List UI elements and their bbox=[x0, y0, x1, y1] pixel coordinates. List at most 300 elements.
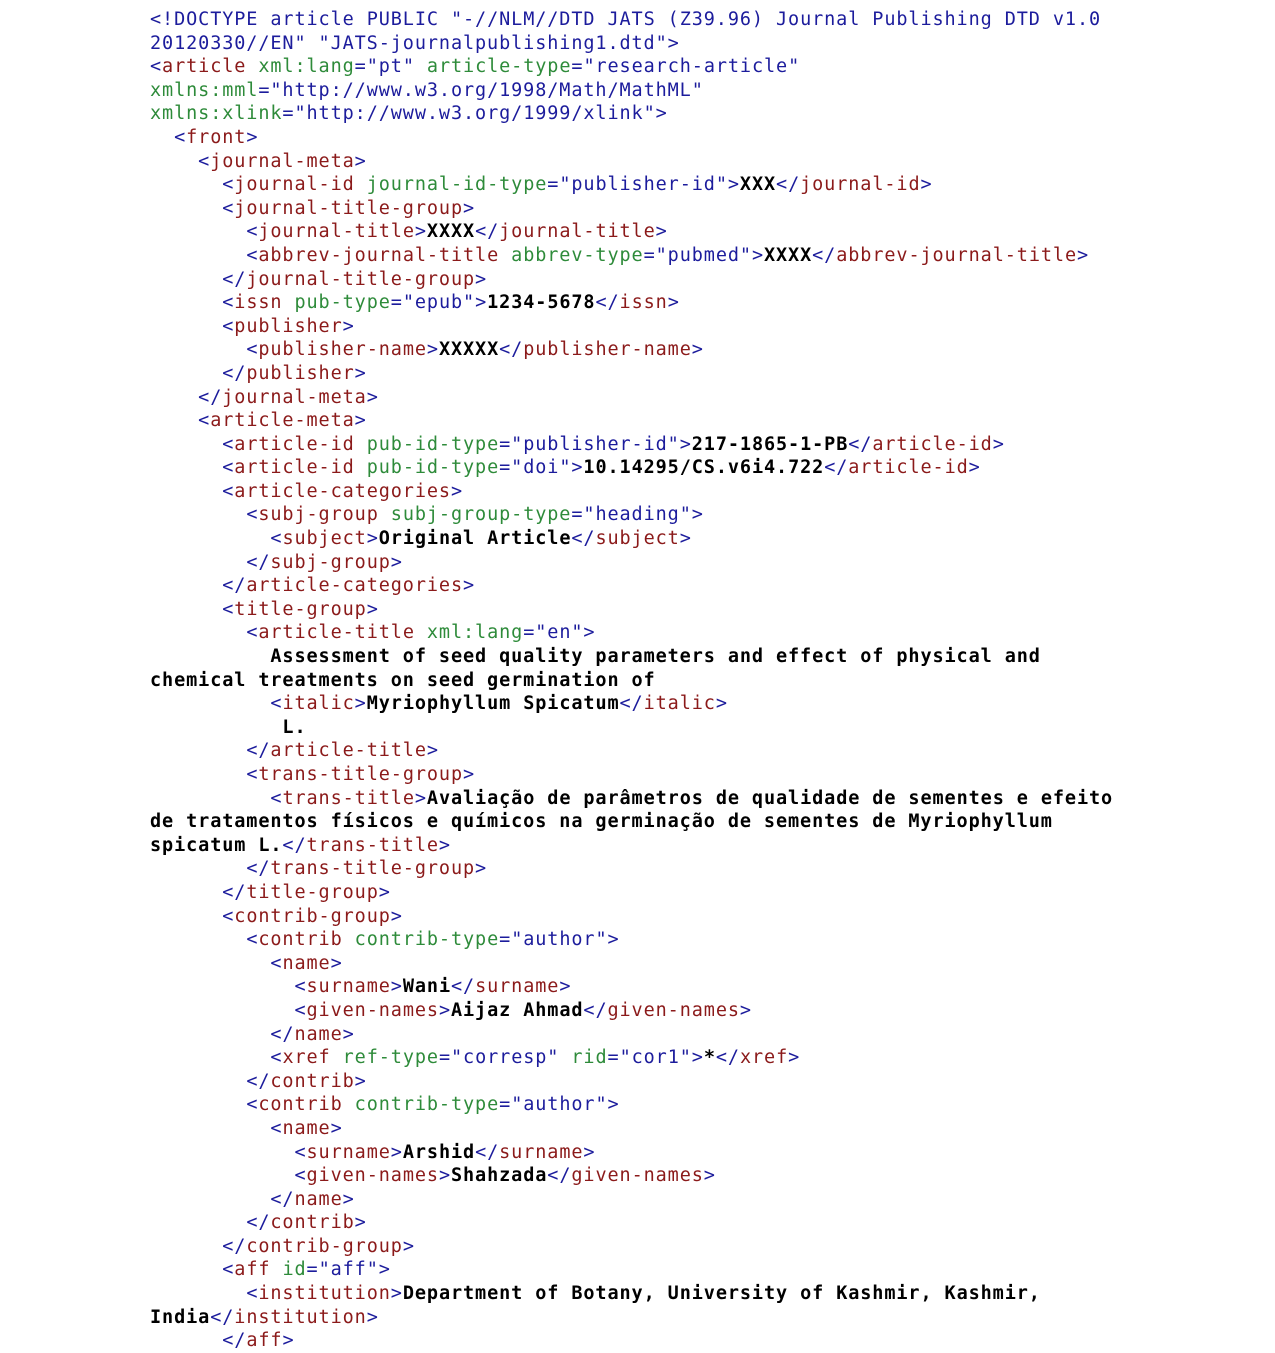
xml-punctuation: > bbox=[330, 1117, 343, 1139]
line-indent bbox=[150, 552, 246, 573]
xml-attribute-name: contrib-type bbox=[354, 929, 500, 951]
xml-attribute-value: "author" bbox=[511, 929, 608, 951]
xml-attribute-value: "en" bbox=[535, 622, 584, 644]
xml-text-content: XXXXX bbox=[438, 339, 500, 361]
xml-punctuation: > bbox=[330, 952, 343, 974]
line-indent bbox=[150, 740, 246, 761]
line-indent bbox=[150, 1212, 246, 1233]
line-indent bbox=[150, 976, 294, 997]
xml-tag-name: article-id bbox=[234, 457, 367, 479]
xml-attribute-value: "pt" bbox=[366, 56, 427, 78]
xml-punctuation: </ bbox=[475, 1141, 500, 1163]
source-line bbox=[150, 55, 1150, 79]
xml-punctuation: = bbox=[258, 79, 271, 101]
xml-attribute-value: "http://www.w3.org/1998/Math/MathML" bbox=[270, 79, 704, 101]
xml-tag-name: italic bbox=[643, 693, 716, 715]
line-indent bbox=[150, 410, 198, 431]
xml-punctuation: < bbox=[150, 56, 163, 78]
xml-punctuation: > bbox=[679, 528, 692, 550]
xml-punctuation: > bbox=[390, 1141, 403, 1163]
source-line bbox=[150, 834, 1150, 858]
source-line bbox=[150, 1023, 1150, 1047]
xml-punctuation: > bbox=[414, 787, 427, 809]
line-indent bbox=[150, 245, 246, 266]
xml-attribute-name: journal-id-type bbox=[366, 174, 548, 196]
xml-text-content: Aijaz Ahmad bbox=[450, 999, 584, 1021]
source-line bbox=[150, 692, 1150, 716]
xml-punctuation: < bbox=[270, 1047, 283, 1069]
xml-punctuation: > bbox=[559, 976, 572, 998]
source-line bbox=[150, 79, 1150, 103]
xml-punctuation: </ bbox=[715, 1047, 740, 1069]
xml-punctuation: < bbox=[222, 598, 235, 620]
source-line bbox=[150, 527, 1150, 551]
source-line bbox=[150, 173, 1150, 197]
source-line bbox=[150, 315, 1150, 339]
source-line bbox=[150, 1141, 1150, 1165]
xml-tag-name: contrib bbox=[258, 1094, 355, 1116]
source-line bbox=[150, 739, 1150, 763]
xml-attribute-name: pub-id-type bbox=[366, 457, 500, 479]
xml-tag-name: issn bbox=[619, 292, 668, 314]
xml-tag-name: article-title bbox=[270, 740, 427, 762]
xml-attribute-value: "research-article" bbox=[583, 56, 801, 78]
xml-punctuation: </ bbox=[595, 292, 620, 314]
xml-punctuation: > bbox=[715, 693, 728, 715]
xml-punctuation: > bbox=[727, 174, 740, 196]
xml-tag-name: trans-title-group bbox=[258, 764, 464, 785]
xml-punctuation: </ bbox=[776, 174, 801, 196]
xml-punctuation: < bbox=[222, 457, 235, 479]
xml-tag-name: journal-id bbox=[800, 174, 921, 196]
xml-punctuation: > bbox=[390, 551, 403, 573]
xml-punctuation: = bbox=[499, 929, 512, 951]
source-line bbox=[150, 409, 1150, 433]
xml-attribute-name: contrib-type bbox=[354, 1094, 500, 1116]
xml-punctuation: > bbox=[691, 1047, 704, 1069]
xml-tag-name: given-names bbox=[306, 999, 439, 1021]
xml-tag-name: trans-title bbox=[306, 834, 439, 856]
xml-tag-name: front bbox=[186, 126, 247, 148]
xml-tag-name: subject bbox=[595, 528, 680, 550]
xml-punctuation: </ bbox=[571, 528, 596, 550]
xml-punctuation: > bbox=[968, 457, 981, 479]
line-indent bbox=[150, 269, 222, 290]
xml-tag-name: xref bbox=[739, 1047, 789, 1069]
source-line bbox=[150, 645, 1150, 669]
source-line bbox=[150, 433, 1150, 457]
xml-tag-name: institution bbox=[234, 1306, 367, 1328]
xml-attribute-value: "author" bbox=[511, 1094, 608, 1116]
source-line bbox=[150, 669, 1150, 693]
xml-punctuation: > bbox=[390, 905, 403, 927]
xml-punctuation: </ bbox=[198, 386, 223, 408]
source-line bbox=[150, 787, 1150, 811]
xml-punctuation: < bbox=[198, 410, 211, 432]
xml-punctuation: > bbox=[463, 764, 476, 785]
xml-punctuation: > bbox=[788, 1047, 801, 1069]
xml-tag-name: name bbox=[294, 1188, 343, 1210]
xml-punctuation: </ bbox=[222, 881, 247, 903]
xml-punctuation: > bbox=[390, 976, 403, 998]
xml-punctuation: = bbox=[306, 1259, 319, 1281]
line-indent bbox=[150, 1118, 270, 1139]
xml-punctuation: > bbox=[679, 433, 692, 455]
source-line bbox=[150, 598, 1150, 622]
xml-text-content: Assessment of seed quality parameters and effect of physical and bbox=[270, 646, 1041, 668]
line-indent bbox=[150, 906, 222, 927]
xml-punctuation: < bbox=[198, 150, 211, 172]
source-line bbox=[150, 574, 1150, 598]
line-indent bbox=[150, 599, 222, 620]
xml-attribute-name: id bbox=[282, 1259, 307, 1281]
source-line bbox=[150, 928, 1150, 952]
xml-attribute-value: 20120330//EN" "JATS-journalpublishing1.dtd" bbox=[150, 32, 668, 54]
xml-text-content: spicatum L. bbox=[150, 834, 283, 856]
xml-punctuation: < bbox=[270, 787, 283, 809]
xml-punctuation: < bbox=[294, 999, 307, 1021]
xml-punctuation: = bbox=[571, 56, 584, 78]
xml-text-content: 217-1865-1-PB bbox=[691, 433, 849, 455]
xml-punctuation: = bbox=[499, 1094, 512, 1116]
xml-punctuation: > bbox=[438, 999, 451, 1021]
xml-tag-name: article-categories bbox=[234, 480, 451, 502]
xml-tag-name: surname bbox=[475, 976, 560, 998]
xml-tag-name: aff bbox=[234, 1259, 283, 1281]
line-indent bbox=[150, 292, 222, 313]
line-indent bbox=[150, 1071, 246, 1092]
xml-attribute-name: ref-type bbox=[342, 1047, 439, 1069]
xml-punctuation: </ bbox=[246, 740, 271, 762]
xml-tag-name: given-names bbox=[306, 1165, 439, 1187]
xml-tag-name: subj-group bbox=[270, 551, 391, 573]
source-line bbox=[150, 32, 1150, 56]
xml-punctuation: </ bbox=[619, 693, 644, 715]
xml-punctuation: > bbox=[703, 1165, 716, 1187]
line-indent bbox=[150, 528, 270, 549]
xml-punctuation: < bbox=[246, 339, 259, 361]
source-line bbox=[150, 220, 1150, 244]
xml-attribute-name: xml:lang bbox=[258, 56, 355, 78]
xml-punctuation: < bbox=[222, 315, 235, 337]
xml-text-content: XXXX bbox=[763, 244, 813, 266]
source-line bbox=[150, 999, 1150, 1023]
xml-tag-name: journal-title-group bbox=[234, 197, 464, 219]
xml-tag-name: trans-title bbox=[282, 787, 415, 809]
xml-tag-name: publisher-name bbox=[523, 339, 692, 361]
source-line bbox=[150, 1258, 1150, 1282]
xml-punctuation: > bbox=[583, 622, 596, 644]
xml-attribute-value: "heading" bbox=[583, 504, 692, 526]
xml-text-content: Shahzada bbox=[450, 1165, 548, 1187]
source-line bbox=[150, 386, 1150, 410]
source-line bbox=[150, 952, 1150, 976]
xml-text-content: Myriophyllum Spicatum bbox=[366, 693, 620, 715]
xml-punctuation: < bbox=[270, 952, 283, 974]
xml-attribute-value: "publisher-id" bbox=[559, 174, 728, 196]
source-line bbox=[150, 881, 1150, 905]
xml-punctuation: > bbox=[426, 339, 439, 361]
xml-punctuation: </ bbox=[270, 1188, 295, 1210]
xml-tag-name: subj-group bbox=[258, 504, 391, 526]
source-line bbox=[150, 102, 1150, 126]
line-indent bbox=[150, 622, 246, 643]
xml-punctuation: </ bbox=[246, 551, 271, 573]
line-indent bbox=[150, 457, 222, 478]
xml-tag-name: surname bbox=[306, 1141, 391, 1163]
xml-punctuation: </ bbox=[583, 999, 608, 1021]
source-line bbox=[150, 716, 1150, 740]
xml-punctuation: < bbox=[174, 126, 187, 148]
xml-punctuation: > bbox=[402, 1235, 415, 1257]
xml-text-content: de tratamentos físicos e químicos na germinação de sementes de Myriophyllum bbox=[150, 811, 1053, 833]
xml-punctuation: > bbox=[751, 244, 764, 266]
source-line bbox=[150, 1211, 1150, 1235]
xml-tag-name: publisher bbox=[246, 362, 355, 384]
xml-punctuation: <!DOCTYPE bbox=[150, 9, 271, 30]
xml-punctuation: > bbox=[667, 32, 680, 54]
line-indent bbox=[150, 151, 198, 172]
xml-punctuation: = bbox=[643, 244, 656, 266]
xml-tag-name: surname bbox=[499, 1141, 584, 1163]
xml-punctuation: > bbox=[475, 268, 488, 290]
xml-punctuation: = bbox=[571, 504, 584, 526]
xml-punctuation: = bbox=[547, 174, 560, 196]
xml-punctuation: > bbox=[378, 1259, 391, 1281]
xml-punctuation: > bbox=[607, 1094, 620, 1116]
xml-punctuation: </ bbox=[246, 1070, 271, 1092]
source-line bbox=[150, 480, 1150, 504]
xml-punctuation: > bbox=[571, 457, 584, 479]
xml-tag-name: title-group bbox=[234, 598, 367, 620]
line-indent bbox=[150, 646, 270, 667]
xml-punctuation: > bbox=[354, 1212, 367, 1234]
xml-punctuation: > bbox=[475, 292, 488, 314]
line-indent bbox=[150, 363, 222, 384]
xml-tag-name: journal-id bbox=[234, 174, 367, 196]
xml-punctuation: </ bbox=[824, 457, 849, 479]
source-line bbox=[150, 268, 1150, 292]
xml-tag-name: surname bbox=[306, 976, 391, 998]
source-line bbox=[150, 1188, 1150, 1212]
line-indent bbox=[150, 1236, 222, 1257]
line-indent bbox=[150, 1000, 294, 1021]
source-line bbox=[150, 551, 1150, 575]
source-line bbox=[150, 150, 1150, 174]
line-indent bbox=[150, 717, 270, 738]
xml-attribute-value: "aff" bbox=[318, 1259, 379, 1281]
xml-punctuation: </ bbox=[270, 1023, 295, 1045]
xml-tag-name: article-id bbox=[848, 457, 969, 479]
xml-punctuation: > bbox=[655, 221, 668, 243]
line-indent bbox=[150, 481, 222, 502]
xml-punctuation: < bbox=[270, 1117, 283, 1139]
source-line bbox=[150, 857, 1150, 881]
xml-punctuation: </ bbox=[848, 433, 873, 455]
xml-text-content: 1234-5678 bbox=[487, 292, 596, 314]
line-indent bbox=[150, 1024, 270, 1045]
xml-punctuation: < bbox=[270, 528, 283, 550]
xml-punctuation: < bbox=[222, 433, 235, 455]
xml-tag-name: article-id bbox=[234, 433, 367, 455]
xml-punctuation: </ bbox=[222, 268, 247, 290]
xml-punctuation: > bbox=[342, 1188, 355, 1210]
xml-tag-name: contrib bbox=[270, 1212, 355, 1234]
xml-punctuation: = bbox=[390, 292, 403, 314]
xml-tag-name: subject bbox=[282, 528, 367, 550]
xml-text-content: 10.14295/CS.v6i4.722 bbox=[583, 457, 825, 479]
xml-punctuation: </ bbox=[222, 575, 247, 597]
line-indent bbox=[150, 1283, 246, 1304]
xml-punctuation: > bbox=[366, 528, 379, 550]
line-indent bbox=[150, 174, 222, 195]
source-line bbox=[150, 8, 1150, 32]
line-indent bbox=[150, 1094, 246, 1115]
source-line bbox=[150, 338, 1150, 362]
xml-punctuation: > bbox=[992, 433, 1005, 455]
xml-punctuation: > bbox=[342, 1023, 355, 1045]
xml-punctuation: = bbox=[523, 622, 536, 644]
line-indent bbox=[150, 1165, 294, 1186]
source-line bbox=[150, 905, 1150, 929]
xml-punctuation: </ bbox=[246, 1212, 271, 1234]
xml-punctuation: > bbox=[366, 1306, 379, 1328]
xml-attribute-value: "cor1" bbox=[619, 1047, 692, 1069]
xml-text-content: * bbox=[703, 1047, 716, 1069]
xml-tag-name: abbrev-journal-title bbox=[258, 244, 512, 266]
line-indent bbox=[150, 1047, 270, 1068]
xml-tag-name: contrib bbox=[270, 1070, 355, 1092]
xml-punctuation: > bbox=[607, 929, 620, 951]
xml-tag-name: article-title bbox=[258, 622, 427, 644]
xml-punctuation: > bbox=[438, 834, 451, 856]
xml-tag-name: article-meta bbox=[210, 410, 355, 432]
line-indent bbox=[150, 1330, 222, 1351]
xml-punctuation: > bbox=[655, 103, 668, 125]
line-indent bbox=[150, 882, 222, 903]
xml-punctuation: > bbox=[426, 740, 439, 762]
source-line bbox=[150, 291, 1150, 315]
xml-attribute-value: "-//NLM//DTD JATS (Z39.96) Journal Publishing DTD v1.0 bbox=[450, 9, 1102, 30]
xml-text-content: XXXX bbox=[426, 221, 476, 243]
xml-tag-name: name bbox=[282, 952, 331, 974]
xml-punctuation: > bbox=[414, 221, 427, 243]
line-indent bbox=[150, 1189, 270, 1210]
line-indent bbox=[150, 434, 222, 455]
xml-punctuation: < bbox=[246, 221, 259, 243]
xml-punctuation: > bbox=[354, 410, 367, 432]
xml-tag-name: italic bbox=[282, 693, 355, 715]
xml-attribute-name: pub-id-type bbox=[366, 433, 500, 455]
xml-punctuation: = bbox=[282, 103, 295, 125]
line-indent bbox=[150, 504, 246, 525]
xml-punctuation: < bbox=[222, 174, 235, 196]
xml-tag-name: contrib-group bbox=[234, 905, 391, 927]
xml-tag-name: xref bbox=[282, 1047, 343, 1069]
xml-punctuation: > bbox=[463, 197, 476, 219]
xml-punctuation: > bbox=[354, 362, 367, 384]
xml-punctuation: < bbox=[294, 976, 307, 998]
xml-punctuation: > bbox=[438, 1165, 451, 1187]
xml-punctuation: < bbox=[222, 292, 235, 314]
xml-punctuation: </ bbox=[812, 244, 837, 266]
xml-tag-name: issn bbox=[234, 292, 295, 314]
line-indent bbox=[150, 1142, 294, 1163]
xml-punctuation: < bbox=[246, 929, 259, 951]
xml-punctuation: > bbox=[366, 598, 379, 620]
xml-punctuation: < bbox=[222, 197, 235, 219]
line-indent bbox=[150, 198, 222, 219]
line-indent bbox=[150, 788, 270, 809]
xml-punctuation: </ bbox=[222, 1235, 247, 1257]
xml-text-content: Wani bbox=[402, 976, 451, 998]
xml-punctuation: = bbox=[354, 56, 367, 78]
line-indent bbox=[150, 339, 246, 360]
source-line bbox=[150, 197, 1150, 221]
source-line bbox=[150, 975, 1150, 999]
source-line bbox=[150, 1046, 1150, 1070]
xml-tag-name: contrib bbox=[258, 929, 355, 951]
xml-punctuation: < bbox=[222, 1259, 235, 1281]
xml-punctuation: > bbox=[450, 480, 464, 502]
xml-tag-name: name bbox=[282, 1117, 331, 1139]
line-indent bbox=[150, 1259, 222, 1280]
line-indent bbox=[150, 858, 246, 879]
xml-punctuation: </ bbox=[210, 1306, 235, 1328]
line-indent bbox=[150, 764, 246, 785]
xml-declaration: article PUBLIC bbox=[270, 9, 451, 30]
source-line bbox=[150, 1164, 1150, 1188]
xml-punctuation: </ bbox=[475, 221, 500, 243]
xml-punctuation: = bbox=[499, 433, 512, 455]
xml-punctuation: > bbox=[739, 999, 752, 1021]
xml-punctuation: > bbox=[463, 575, 476, 597]
xml-tag-name: publisher-name bbox=[258, 339, 427, 361]
source-line bbox=[150, 244, 1150, 268]
source-line bbox=[150, 1117, 1150, 1141]
xml-punctuation: < bbox=[246, 622, 259, 644]
line-indent bbox=[150, 316, 222, 337]
source-line bbox=[150, 1282, 1150, 1306]
xml-attribute-name: abbrev-type bbox=[511, 244, 644, 266]
line-indent bbox=[150, 575, 222, 596]
xml-tag-name: trans-title-group bbox=[270, 858, 476, 880]
xml-tag-name: given-names bbox=[571, 1165, 704, 1187]
xml-tag-name: contrib-group bbox=[246, 1235, 403, 1257]
xml-punctuation: < bbox=[294, 1141, 307, 1163]
xml-punctuation: > bbox=[378, 881, 391, 903]
xml-tag-name: journal-title bbox=[499, 221, 656, 243]
xml-punctuation: </ bbox=[499, 339, 524, 361]
xml-punctuation: = bbox=[438, 1047, 451, 1069]
xml-punctuation: > bbox=[354, 693, 367, 715]
xml-punctuation: > bbox=[282, 1330, 295, 1352]
xml-punctuation: > bbox=[691, 504, 704, 526]
source-line bbox=[150, 621, 1150, 645]
xml-punctuation: > bbox=[691, 339, 704, 361]
line-indent bbox=[150, 693, 270, 714]
xml-punctuation: </ bbox=[222, 362, 247, 384]
source-line bbox=[150, 456, 1150, 480]
source-line bbox=[150, 126, 1150, 150]
xml-punctuation: </ bbox=[547, 1165, 572, 1187]
xml-attribute-name: xml:lang bbox=[426, 622, 524, 644]
xml-attribute-name: xmlns:mml bbox=[150, 79, 259, 101]
xml-punctuation: < bbox=[246, 244, 259, 266]
xml-attribute-value: "doi" bbox=[511, 457, 572, 479]
xml-punctuation: > bbox=[583, 1141, 596, 1163]
xml-text-content: Avaliação de parâmetros de qualidade de sementes e efeito bbox=[426, 787, 1114, 809]
